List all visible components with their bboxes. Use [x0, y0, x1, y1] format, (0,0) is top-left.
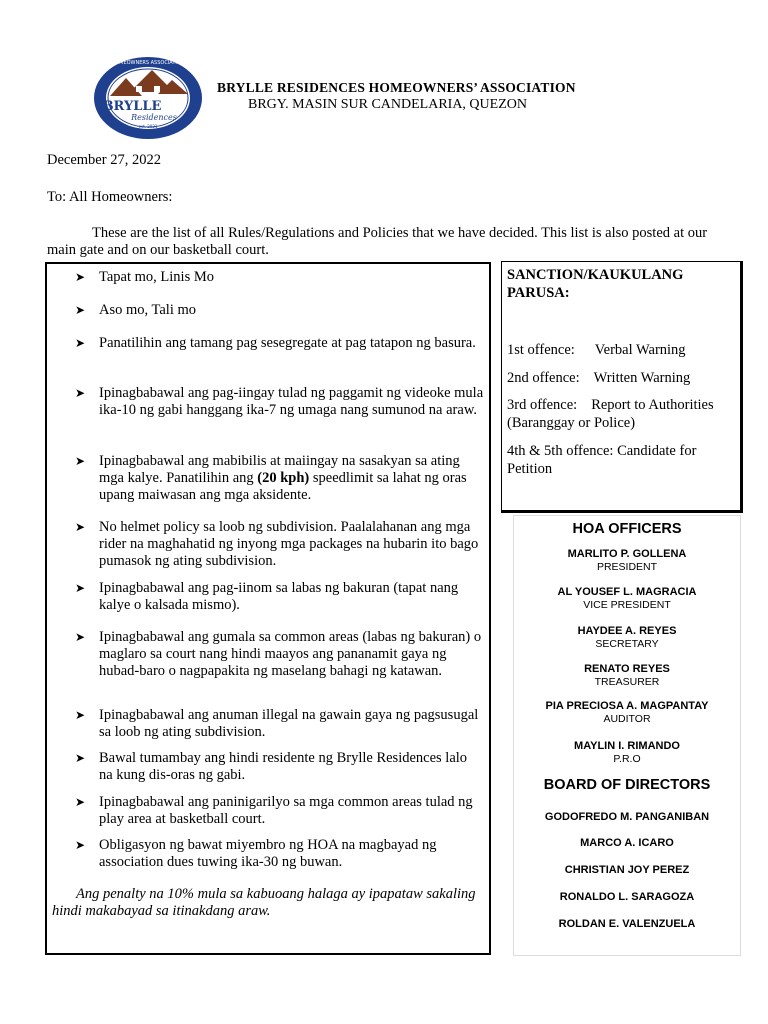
officer-role: AUDITOR — [603, 713, 651, 725]
letter-intro: These are the list of all Rules/Regulations and Policies that we have decided. This list is also posted at our main gate and on our basketball court. — [47, 225, 708, 258]
rule-item: ➤ Ipinagbabawal ang paninigarilyo sa mga common areas tulad ng play area at basketball court. — [75, 794, 473, 827]
rule-item: ➤ Ipinagbabawal ang mabibilis at maiingay na sasakyan sa ating mga kalye. Panatilihin ang (20 kph) speedlimit sa lahat ng oras upang maiwasan ang mga aksidente. — [75, 453, 467, 503]
logo-ring-text: HOMEOWNERS ASSOCIATION — [111, 60, 185, 66]
officer-name: HAYDEE A. REYES — [577, 625, 677, 637]
officer-role: P.R.O — [613, 753, 641, 765]
board-of-directors-title: BOARD OF DIRECTORS — [543, 777, 711, 793]
officer-name: MARLITO P. GOLLENA — [567, 548, 687, 560]
rule-item: ➤ Aso mo, Tali mo — [75, 302, 196, 318]
rule-item: ➤ No helmet policy sa loob ng subdivision. Paalalahanan ang mga rider na maghahatid ng inyong mga packages na hubarin ito bago pumasok ng ating subdivision. — [75, 519, 479, 569]
rules-box — [45, 262, 491, 955]
sanction-title: SANCTION/KAUKULANG PARUSA: — [507, 267, 684, 301]
sanction-box — [501, 261, 743, 513]
officer-name: PIA PRECIOSA A. MAGPANTAY — [545, 700, 709, 712]
rule-item: ➤ Bawal tumambay ang hindi residente ng Brylle Residences lalo na kung dis-oras ng gabi. — [75, 750, 468, 783]
rule-item: ➤ Ipinagbabawal ang pag-iinom sa labas ng bakuran (tapat nang kalye o kalsada mismo). — [75, 580, 459, 613]
arrow-bullet-icon: ➤ — [75, 838, 86, 852]
officers-box — [513, 515, 741, 956]
director-name: ROLDAN E. VALENZUELA — [558, 918, 696, 930]
officer-role: SECRETARY — [595, 638, 659, 650]
arrow-bullet-icon: ➤ — [75, 630, 86, 644]
arrow-bullet-icon: ➤ — [75, 520, 86, 534]
sanction-item: 3rd offence: Report to Authorities (Baranggay or Police) — [507, 397, 714, 431]
speed-limit-value: (20 kph) — [257, 470, 310, 486]
logo-subbrand-text: Residences — [131, 113, 177, 122]
officer-name: AL YOUSEF L. MAGRACIA — [557, 586, 697, 598]
arrow-bullet-icon: ➤ — [75, 454, 86, 468]
arrow-bullet-icon: ➤ — [75, 708, 86, 722]
arrow-bullet-icon: ➤ — [75, 336, 86, 350]
letter-recipient: To: All Homeowners: — [47, 189, 173, 205]
director-name: MARCO A. ICARO — [580, 837, 674, 849]
association-address: BRGY. MASIN SUR CANDELARIA, QUEZON — [248, 97, 527, 112]
officer-role: VICE PRESIDENT — [583, 599, 671, 611]
rule-item: ➤ Ipinagbabawal ang anuman illegal na gawain gaya ng pagsusugal sa loob ng ating subdivision. — [75, 707, 479, 740]
rule-item: ➤ Obligasyon ng bawat miyembro ng HOA na magbayad ng association dues tuwing ika-30 ng buwan. — [75, 837, 437, 870]
officer-name: RENATO REYES — [584, 663, 670, 675]
director-name: GODOFREDO M. PANGANIBAN — [544, 811, 710, 823]
arrow-bullet-icon: ➤ — [75, 751, 86, 765]
sanction-item: 2nd offence: Written Warning — [507, 370, 691, 386]
association-name: BRYLLE RESIDENCES HOMEOWNERS’ ASSOCIATION — [217, 80, 576, 95]
rule-item: ➤ Tapat mo, Linis Mo — [75, 269, 214, 285]
rule-item: ➤ Ipinagbabawal ang pag-iingay tulad ng paggamit ng videoke mula ika-10 ng gabi hanggang ika-7 ng umaga nang sumunod na araw. — [75, 385, 484, 418]
logo-brand-text: BRYLLE — [102, 99, 162, 114]
director-name: RONALDO L. SARAGOZA — [559, 891, 695, 903]
hoa-officers-title: HOA OFFICERS — [572, 521, 682, 537]
letter-date: December 27, 2022 — [47, 152, 161, 168]
arrow-bullet-icon: ➤ — [75, 386, 86, 400]
arrow-bullet-icon: ➤ — [75, 270, 86, 284]
officer-name: MAYLIN I. RIMANDO — [574, 740, 680, 752]
director-name: CHRISTIAN JOY PEREZ — [564, 864, 690, 876]
hoa-logo — [92, 56, 204, 140]
rule-item: ➤ Panatilihin ang tamang pag sesegregate at pag tatapon ng basura. — [75, 335, 476, 351]
officer-role: TREASURER — [594, 676, 660, 688]
sanction-item: 1st offence: Verbal Warning — [507, 342, 686, 358]
penalty-note: Ang penalty na 10% mula sa kabuoang halaga ay ipapataw sakaling hindi makabayad sa itinakdang araw. — [52, 886, 476, 919]
rule-item: ➤ Ipinagbabawal ang gumala sa common areas (labas ng bakuran) o maglaro sa court nang hindi maayos ang pananamit gaya ng hubad-baro o nagpapakita ng maselang bahagi ng katawan. — [75, 629, 482, 679]
arrow-bullet-icon: ➤ — [75, 303, 86, 317]
officer-role: PRESIDENT — [596, 561, 658, 573]
arrow-bullet-icon: ➤ — [75, 581, 86, 595]
logo-est-text: est. 2021 — [138, 124, 158, 129]
arrow-bullet-icon: ➤ — [75, 795, 86, 809]
sanction-item: 4th & 5th offence: Candidate for Petition — [507, 443, 697, 477]
